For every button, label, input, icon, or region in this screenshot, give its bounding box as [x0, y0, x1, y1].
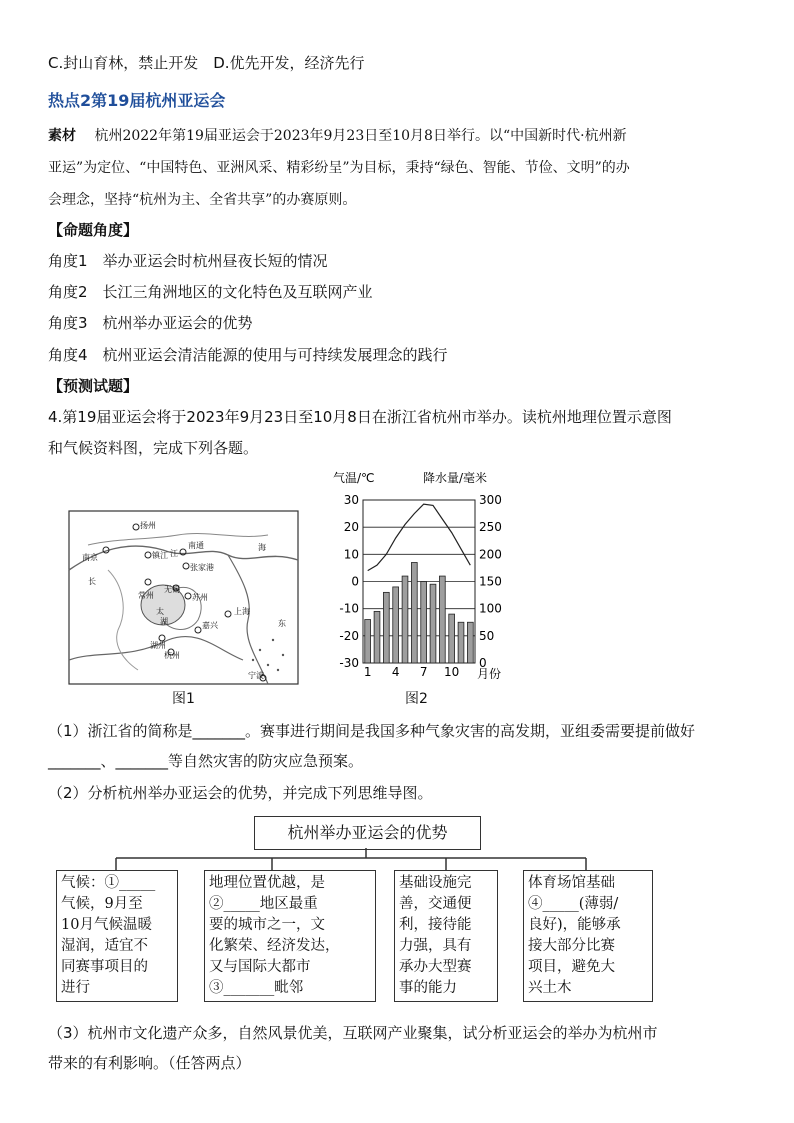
left-tick-label: 20 — [343, 520, 359, 535]
material-line-3: 会理念，坚持“杭州为主、全省共享”的办赛原则。 — [48, 192, 357, 208]
material-line-2: 亚运”为定位、“中国特色、亚洲风采、精彩纷呈”为目标，秉持“绿色、智能、节俭、文明”的办 — [48, 160, 630, 176]
previous-options: C.封山育林，禁止开发 D.优先开发，经济先行 — [48, 54, 365, 72]
precipitation-bar — [430, 584, 436, 663]
mindmap-box-venues: 体育场馆基础 ④_____(薄弱/ 良好)，能够承 接大部分比赛 项目，避免大 兴土木 — [523, 870, 653, 1002]
left-tick-label: -10 — [339, 601, 359, 616]
x-unit-label: 月份 — [477, 667, 502, 681]
figure-2-climate-chart — [325, 468, 515, 683]
map-label: 张家港 — [190, 563, 214, 572]
precipitation-bar — [421, 582, 427, 664]
question-4-line-1: 4.第19届亚运会将于2023年9月23日至10月8日在浙江省杭州市举办。读杭州地理位置示意图 — [48, 408, 672, 426]
question-1-line-1: （1）浙江省的简称是_______。赛事进行期间是我国多种气象灾害的高发期，亚组委需要提前做好 — [48, 722, 696, 740]
right-tick-label: 100 — [479, 601, 502, 616]
map-label: 南通 — [188, 541, 204, 550]
x-tick-label: 10 — [444, 665, 460, 679]
question-1-line-2: _______、_______等自然灾害的防灾应急预案。 — [48, 752, 364, 770]
map-label: 太 — [156, 607, 164, 616]
mindmap-box-climate: 气候：①_____ 气候，9月至 10月气候温暖 湿润，适宜不 同赛事项目的 进行 — [56, 870, 178, 1002]
map-label: 江 — [170, 549, 178, 558]
precipitation-bar — [439, 576, 445, 663]
right-tick-label: 200 — [479, 547, 502, 562]
angle-item: 角度3 杭州举办亚运会的优势 — [48, 314, 253, 332]
left-tick-label: -20 — [339, 628, 359, 643]
precipitation-bar — [393, 587, 399, 663]
left-tick-label: -30 — [339, 656, 359, 670]
map-label: 扬州 — [140, 521, 156, 530]
right-tick-label: 300 — [479, 493, 502, 507]
map-label: 苏州 — [192, 593, 208, 602]
map-label: 湖州 — [150, 641, 166, 650]
right-tick-label: 0 — [479, 656, 487, 670]
map-label: 镇江 — [152, 551, 168, 560]
precipitation-bar — [383, 592, 389, 663]
precipitation-bar — [402, 576, 408, 663]
right-axis-label: 降水量/毫米 — [423, 471, 488, 485]
temperature-curve — [368, 504, 471, 570]
section-title: 热点2第19届杭州亚运会 — [48, 91, 226, 110]
figure-1-map — [68, 510, 300, 686]
figure-2-caption: 图2 — [405, 691, 428, 707]
map-label: 湖 — [160, 617, 168, 626]
x-tick-label: 7 — [419, 665, 428, 679]
angles-header: 【命题角度】 — [48, 221, 139, 239]
angle-item: 角度4 杭州亚运会清洁能源的使用与可持续发展理念的践行 — [48, 346, 448, 364]
material-line-1: 素材 杭州2022年第19届亚运会于2023年9月23日至10月8日举行。以“中国新时代·杭州新 — [48, 128, 627, 144]
material-label: 素材 — [48, 128, 76, 144]
mindmap-box-infrastructure: 基础设施完 善，交通便 利，接待能 力强，具有 承办大型赛 事的能力 — [394, 870, 498, 1002]
map-label: 长 — [88, 577, 96, 586]
map-label: 嘉兴 — [202, 621, 218, 630]
precipitation-bar — [374, 611, 380, 663]
map-label: 南京 — [82, 553, 98, 562]
precipitation-bar — [467, 622, 473, 663]
precipitation-bar — [365, 620, 371, 663]
question-3-line-1: （3）杭州市文化遗产众多，自然风景优美，互联网产业聚集，试分析亚运会的举办为杭州市 — [48, 1024, 658, 1042]
mindmap-box-location: 地理位置优越，是 ②_____地区最重 要的城市之一，文 化繁荣、经济发达， 又与国际大都市 ③_______毗邻 — [204, 870, 376, 1002]
map-label: 宁波 — [248, 671, 264, 680]
map-label: 无锡 — [164, 585, 180, 594]
map-label: 海 — [258, 543, 266, 552]
right-tick-label: 50 — [479, 628, 495, 643]
mindmap-root: 杭州举办亚运会的优势 — [254, 816, 481, 850]
right-tick-label: 150 — [479, 574, 502, 589]
x-tick-label: 4 — [391, 665, 400, 679]
angle-item: 角度2 长江三角洲地区的文化特色及互联网产业 — [48, 283, 373, 301]
precipitation-bar — [449, 614, 455, 663]
predict-header: 【预测试题】 — [48, 377, 139, 395]
left-axis-label: 气温/℃ — [333, 471, 375, 485]
left-tick-label: 10 — [343, 547, 359, 562]
precipitation-bar — [458, 622, 464, 663]
angle-item: 角度1 举办亚运会时杭州昼夜长短的情况 — [48, 252, 328, 270]
map-label: 上海 — [234, 607, 250, 616]
map-label: 杭州 — [164, 651, 180, 660]
right-tick-label: 250 — [479, 520, 502, 535]
left-tick-label: 0 — [351, 574, 359, 589]
mindmap-connectors — [0, 848, 794, 872]
question-4-line-2: 和气候资料图，完成下列各题。 — [48, 439, 259, 457]
question-3-line-2: 带来的有利影响。（任答两点） — [48, 1054, 251, 1072]
left-tick-label: 30 — [343, 493, 359, 507]
map-label: 常州 — [138, 591, 154, 600]
map-label: 东 — [278, 619, 286, 628]
x-tick-label: 1 — [363, 665, 372, 679]
question-2: （2）分析杭州举办亚运会的优势，并完成下列思维导图。 — [48, 784, 433, 802]
figure-1-caption: 图1 — [172, 691, 195, 707]
precipitation-bar — [411, 562, 417, 663]
